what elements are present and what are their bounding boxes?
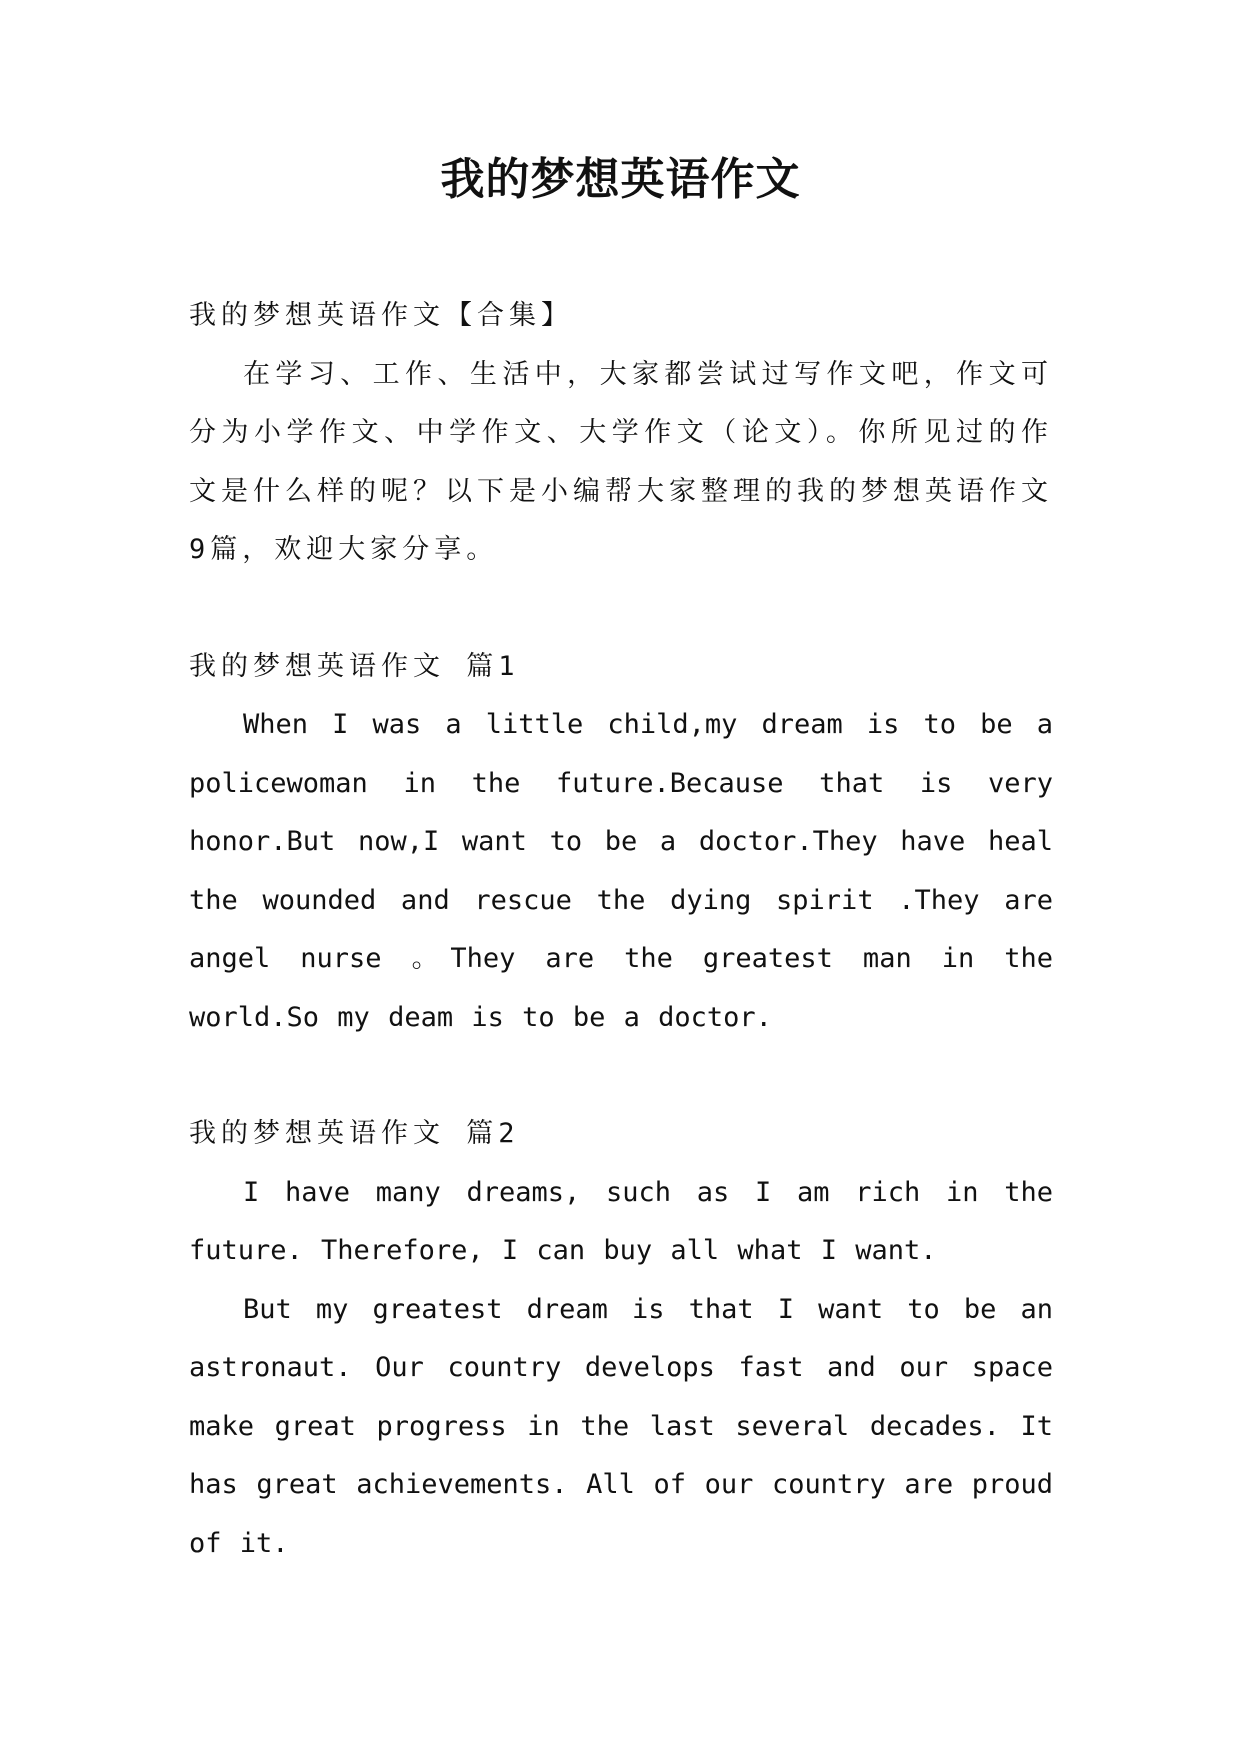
essay-1-heading: 我的梦想英语作文 篇1 <box>189 650 520 682</box>
essay-2-paragraph-1: I have many dreams, such as I am rich in the future. Therefore, I can buy all what I want. <box>189 1176 1053 1266</box>
essay-1-paragraph-1: When I was a little child,my dream is to be a policewoman in the future.Because that is very honor.But now,I want to be a doctor.They have heal the wounded and rescue the dying spirit .They are angel nurse 。They are the greatest man in the world.So my deam is to be a doctor. <box>189 709 1053 1033</box>
collection-subtitle: 我的梦想英语作文【合集】 <box>189 300 573 331</box>
intro-paragraph: 在学习、工作、生活中，大家都尝试过写作文吧，作文可分为小学作文、中学作文、大学作文（论文）。你所见过的作文是什么样的呢？以下是小编帮大家整理的我的梦想英语作文9篇，欢迎大家分享。 <box>189 358 1053 565</box>
document-body <box>189 287 1053 1573</box>
document-title: 我的梦想英语作文 <box>440 154 801 205</box>
essay-2-heading: 我的梦想英语作文 篇2 <box>189 1118 520 1149</box>
essay-2-paragraph-2: But my greatest dream is that I want to be an astronaut. Our country develops fast and our space make great progress in the last several decades. It has great achievements. All of our country are proud of it. <box>189 1293 1053 1559</box>
